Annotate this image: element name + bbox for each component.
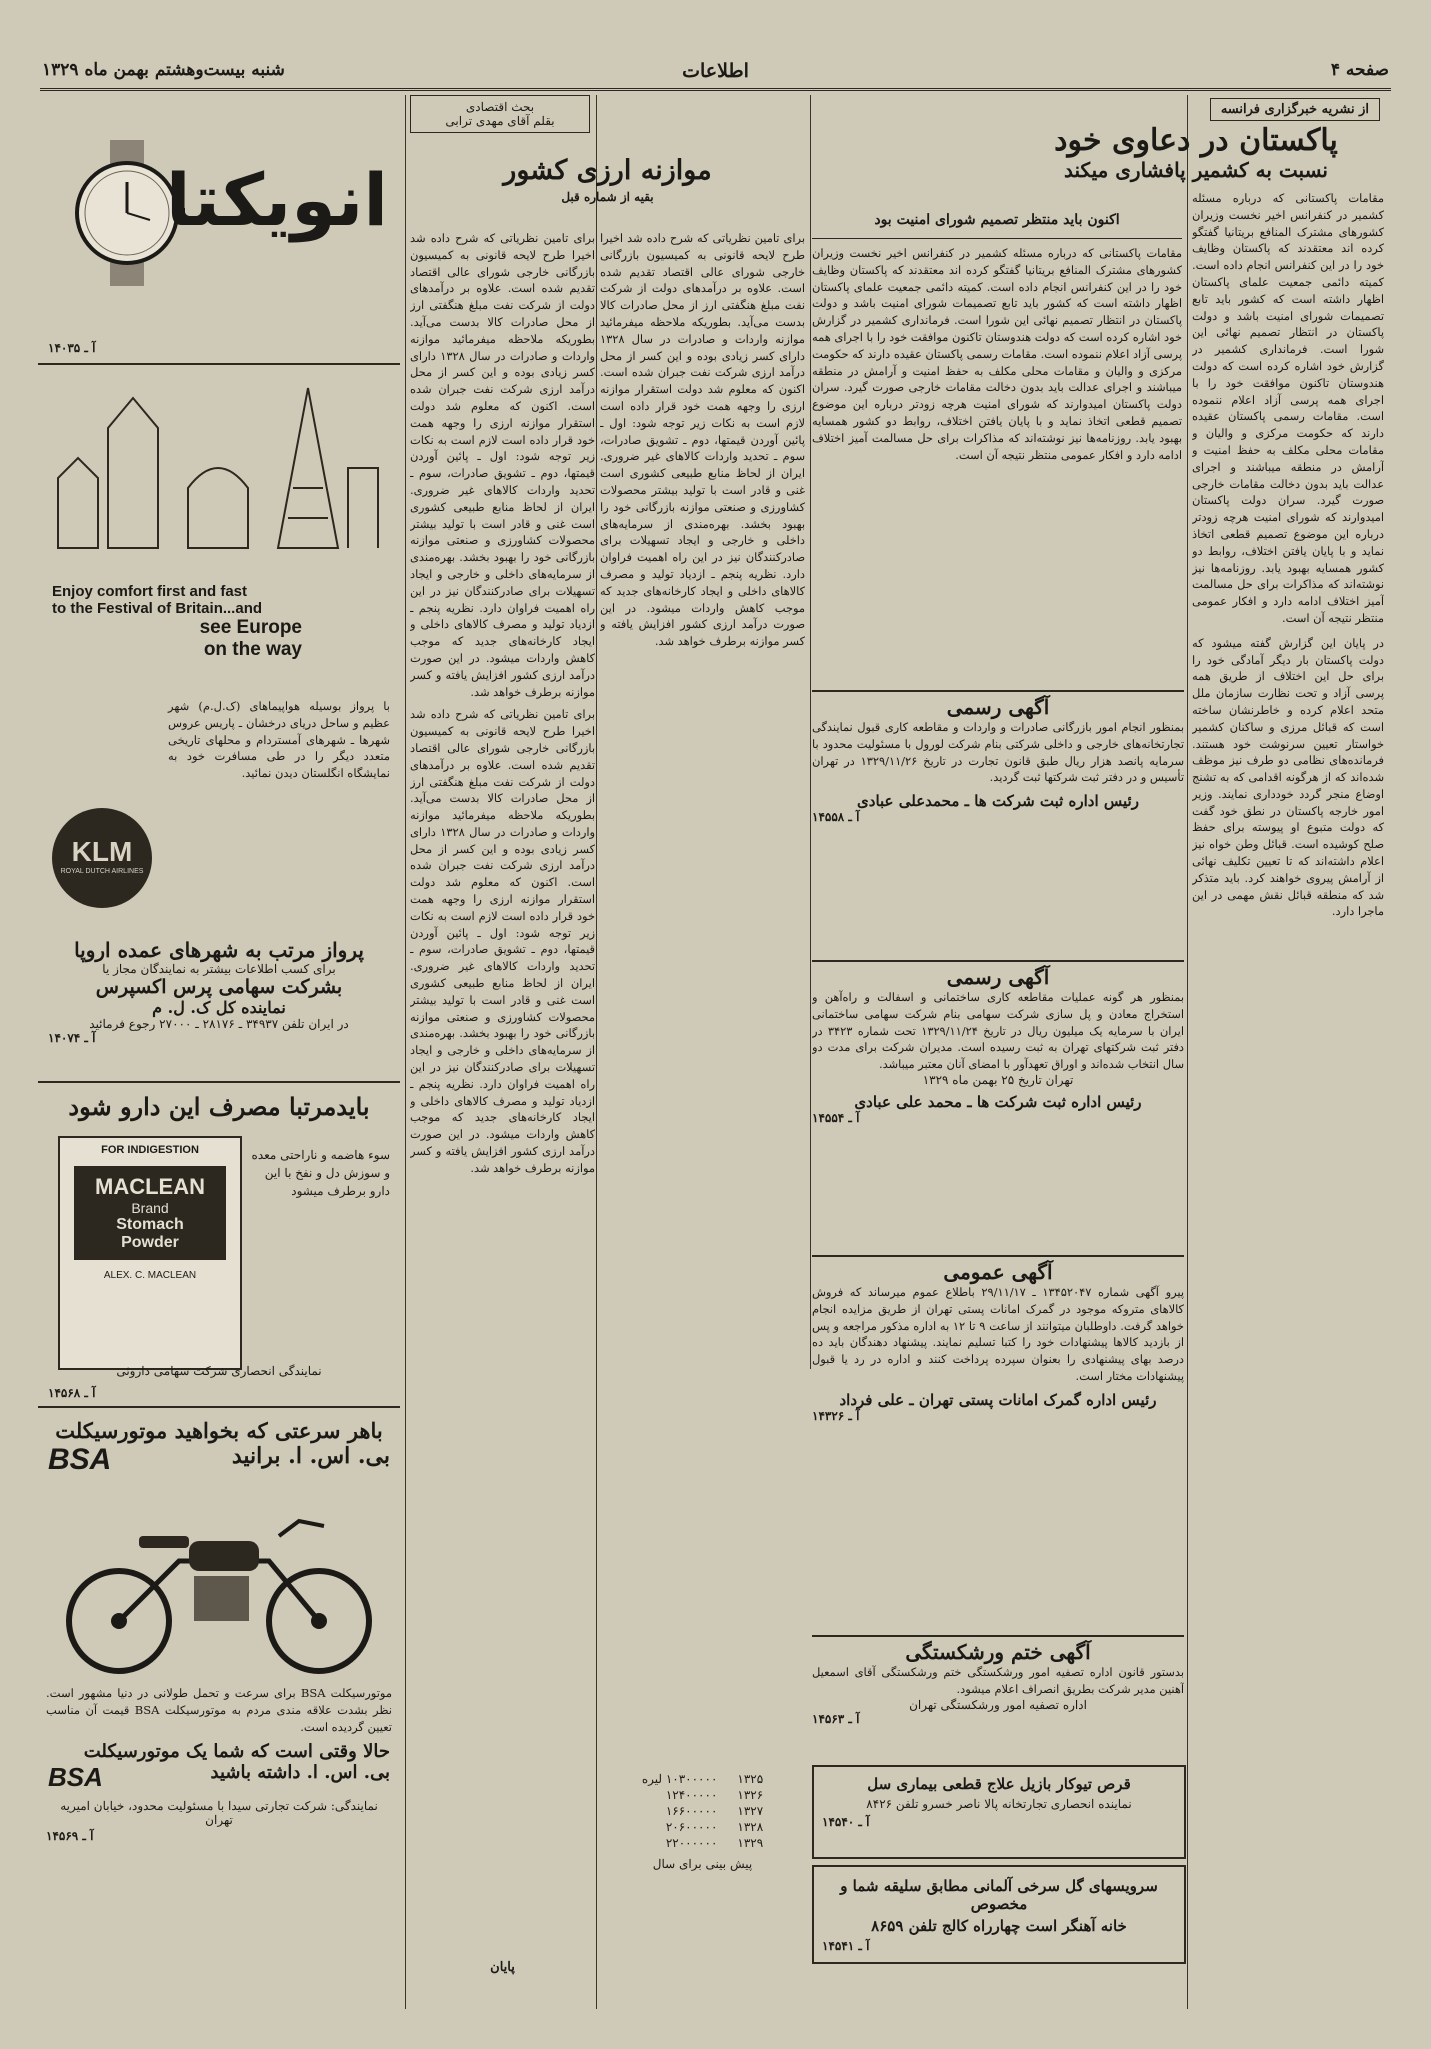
bsa-agent: نمایندگی: شرکت تجارتی سیدا با مسئولیت محدود، خیابان امیریه تهران <box>60 1799 378 1828</box>
economy-table-block <box>600 1765 805 2005</box>
pakistan-body-2: مقامات پاکستانی که درباره مسئله کشمیر در کنفرانس اخیر نخست وزیران کشورهای مشترک المنافع بریتانیا گفتگو کرده اند معتقدند که پاکستان وظایف خود را در این کنفرانس انجام داده است. کمیته دائمی جمعیت علمای پاکستان اظهار داشته است که کشور باید تابع تصمیمات شورای امنیت باشد و دولت پاکستان در انتظار تصمیم نهائی این شورا است. فرمانداری کشمیر در گزارش خود اشاره کرده است که دولت هندوستان تاکنون موافقت خود را با اجرای همه پرسی آزاد اعلام ننموده است. مقامات رسمی پاکستان عقیده دارند که حکومت مرکزی و والیان و مقامات محلی مکلف به حفظ امنیت و آرامش در منطقه میباشند و اجرای عدالت باید بدون دخالت مقامات خارجی صورت گیرد. سران دولت پاکستان امیدوارند که شورای امنیت هرچه زودتر درباره این موضوع تصمیم قطعی اتخاذ نماید و با پایان یافتن اختلاف، روابط دو کشور همسایه بهبود یابد. روزنامه‌ها نیز نوشته‌اند که مذاکرات برای حل مسالمت آمیز اختلاف ادامه دارد و افکار عمومی منتظر نتیجه آن است. <box>812 246 1182 462</box>
table-row: ۱۳۲۹ ۲۲۰۰۰۰۰۰ <box>665 1836 764 1850</box>
economy-continued: بقیه از شماره قبل <box>561 190 654 204</box>
source-tag: از نشریه خبرگزاری فرانسه <box>1210 98 1380 121</box>
economy-body-3: برای تامین نظریاتی که شرح داده شد اخیرا طرح لایحه قانونی به کمیسیون بازرگانی خارجی شورای عالی اقتصاد تقدیم شده است. علاوه بر درآمدهای دولت از شرکت نفت مبلغ هنگفتی ارز از محل صادرات کالا بدست می‌آید. بطوریکه ملاحظه میفرمائید موازنه واردات و صادرات در سال ۱۳۲۸ دارای کسر زیادی بوده و این کسر از محل درآمد ارزی شرکت نفت جبران شده است. اکنون که معلوم شد دولت استقرار موازنه ارزی را وجهه همت خود قرار داده است لازم است به نکات زیر توجه شود: اول ـ پائین آوردن قیمتها، دوم ـ تشویق صادرات، سوم ـ تحدید واردات کالاهای غیر ضروری. ایران از لحاظ منابع طبیعی کشوری است غنی و قادر است با تولید بیشتر محصولات کشاورزی و صنعتی موازنه بازرگانی خود را بهبود بخشد. بهره‌مندی از سرمایه‌های داخلی و خارجی و ایجاد تسهیلات برای صادرکنندگان نیز در این راه اهمیت فراوان دارد. نظریه پنجم ـ ازدیاد تولید و مصرف کالاهای داخلی و ایجاد کارخانه‌های جدید که موجب کاهش واردات میشود. در این صورت درآمد ارزی کشور افزایش یافته و کسر موازنه برطرف خواهد شد. <box>410 707 595 1175</box>
klm-tagline-4: on the way <box>203 639 302 660</box>
klm-info: برای کسب اطلاعات بیشتر به نمایندگان مجاز یا <box>102 962 336 976</box>
economy-body-col1 <box>600 230 805 1760</box>
klm-tagline-2: to the Festival of Britain...and <box>52 600 263 617</box>
motorcycle-illustration <box>49 1481 389 1681</box>
notice-2-code: آ ـ ۱۴۵۵۴ <box>812 1110 860 1125</box>
ad-pills <box>812 1765 1186 1859</box>
paper-name: اطلاعات <box>682 60 749 82</box>
pakistan-headline: پاکستان در دعاوی خود <box>1054 123 1338 158</box>
section-rule <box>812 690 1184 692</box>
notice-3-code: آ ـ ۱۴۳۲۶ <box>812 1408 860 1423</box>
maclean-box-line1: FOR INDIGESTION <box>101 1144 199 1156</box>
klm-agent: بشرکت سهامی پرس اکسپرس <box>95 976 343 998</box>
notice-4-body: بدستور قانون اداره تصفیه امور ورشکستگی ختم ورشکستگی آقای اسمعیل آهنین مدیر شرکت بطریق انصراف اعلام میشود. <box>812 1665 1184 1696</box>
notice-1-signature: رئیس اداره ثبت شرکت ها ـ محمدعلی عبادی <box>857 792 1139 811</box>
economy-table <box>632 1771 773 1851</box>
ad-tailor-sub: خانه آهنگر است چهارراه کالج تلفن ۸۶۵۹ <box>871 1917 1127 1935</box>
economy-body: برای تامین نظریاتی که شرح داده شد اخیرا طرح لایحه قانونی به کمیسیون بازرگانی خارجی شورای عالی اقتصاد تقدیم شده است. علاوه بر درآمدهای دولت از شرکت نفت مبلغ هنگفتی ارز از محل صادرات کالا بدست می‌آید. بطوریکه ملاحظه میفرمائید موازنه واردات و صادرات در سال ۱۳۲۸ دارای کسر زیادی بوده و این کسر از محل درآمد ارزی شرکت نفت جبران شده است. اکنون که معلوم شد دولت استقرار موازنه ارزی را وجهه همت خود قرار داده است لازم است به نکات زیر توجه شود: اول ـ پائین آوردن قیمتها، دوم ـ تشویق صادرات، سوم ـ تحدید واردات کالاهای غیر ضروری. ایران از لحاظ منابع طبیعی کشوری است غنی و قادر است با تولید بیشتر محصولات کشاورزی و صنعتی موازنه بازرگانی خود را بهبود بخشد. بهره‌مندی از سرمایه‌های داخلی و خارجی و ایجاد تسهیلات برای صادرکنندگان نیز در این راه اهمیت فراوان دارد. نظریه پنجم ـ ازدیاد تولید و مصرف کالاهای داخلی و ایجاد کارخانه‌های جدید که موجب کاهش واردات میشود. در این صورت درآمد ارزی کشور افزایش یافته و کسر موازنه برطرف خواهد شد. <box>600 231 805 649</box>
section-rule <box>812 1255 1184 1257</box>
notice-3 <box>812 1260 1184 1630</box>
watch-brand: انویکتا <box>165 158 388 242</box>
table-row: ۱۳۲۸ ۲۰۶۰۰۰۰۰ <box>665 1820 764 1834</box>
klm-tagline-3: see Europe <box>199 617 302 638</box>
ad-watch <box>38 98 400 365</box>
column-rule <box>1187 95 1188 2009</box>
economy-title-block <box>410 155 805 215</box>
economy-end: پایان <box>490 1960 515 1975</box>
klm-body: با پرواز بوسیله هواپیماهای (ک.ل.م) شهر عظیم و ساحل دریای درخشان ـ پاریس عروس شهرها ـ شهرهای آمستردام و محلهای تاریخی متعدد دیگر را در طی مسافرت خود به نمایشگاه انگلستان دیدن نمائید. <box>168 699 390 781</box>
maclean-side-text: سوء هاضمه و ناراحتی معده و سوزش دل و نفخ با این دارو برطرف میشود <box>251 1148 390 1198</box>
pakistan-kicker-wrap <box>812 212 1182 239</box>
economy-headline: موازنه ارزی کشور <box>503 155 712 186</box>
pakistan-body-col <box>1192 190 1384 1990</box>
notice-2-title: آگهی رسمی <box>946 965 1050 989</box>
ad-watch-code: آ ـ ۱۴۰۳۵ <box>48 341 96 355</box>
europe-landmarks-illustration <box>38 368 400 568</box>
notice-1-body: بمنظور انجام امور بازرگانی صادرات و واردات و مقاطعه کاری قبول نمایندگی تجارتخانه‌های خارجی و داخلی شرکتی بنام شرکت لورول با مسئولیت محدود با سرمایه پانصد هزار ریال طبق قانون تجارت در تاریخ ۱۳۲۹/۱۱/۲۶ در تهران تأسیس و در دفتر ثبت شرکتها ثبت گردید. <box>812 720 1184 785</box>
bsa-headline3: بی. اس. ا. داشته باشید <box>210 1762 390 1784</box>
klm-logo-text: KLM <box>71 836 133 867</box>
maclean-headline: بایدمرتبا مصرف این دارو شود <box>68 1092 370 1121</box>
notice-3-body: پیرو آگهی شماره ۱۳۴۵۲۰۴۷ ـ ۲۹/۱۱/۱۷ باطلاع عموم میرساند که فروش کالاهای متروکه موجود در گمرک امانات پستی تهران از طریق مزایده انجام خواهد گرفت. داوطلبان میتوانند از ساعت ۹ تا ۱۲ به اداره مذکور مراجعه و پس از بازدید کالاها پیشنهادات خود را کتبا تسلیم نمایند. پیشنهاد دهندگان باید ده درصد بهای پیشنهادی را بعنوان سپرده پرداخت کنند و اداره در رد یا قبول پیشنهادات مختار است. <box>812 1285 1184 1383</box>
section-rule <box>812 960 1184 962</box>
section-rule <box>812 1635 1184 1637</box>
pakistan-kicker: اکنون باید منتظر تصمیم شورای امنیت بود <box>874 212 1120 228</box>
notice-3-signature: رئیس اداره گمرک امانات پستی تهران ـ علی فرداد <box>839 1390 1157 1409</box>
ad-pills-code: آ ـ ۱۴۵۴۰ <box>822 1815 870 1829</box>
notice-2-signature: رئیس اداره ثبت شرکت ها ـ محمد علی عبادی <box>854 1092 1142 1111</box>
klm-tagline-1: Enjoy comfort first and fast <box>52 583 248 600</box>
bsa-body: موتورسیکلت BSA برای سرعت و تحمل طولانی در دنیا مشهور است. نظر بشدت علاقه مندی مردم به موتورسیکلت BSA قیمت آن مناسب تعیین گردیده است. <box>46 1686 393 1734</box>
masthead <box>40 58 1391 91</box>
bsa-logo-2: BSA <box>48 1762 103 1793</box>
ad-tailor-text: سرویسهای گل سرخی آلمانی مطابق سلیقه شما و مخصوص <box>840 1877 1158 1913</box>
economy-body-2: برای تامین نظریاتی که شرح داده شد اخیرا طرح لایحه قانونی به کمیسیون بازرگانی خارجی شورای عالی اقتصاد تقدیم شده است. علاوه بر درآمدهای دولت از شرکت نفت مبلغ هنگفتی ارز از محل صادرات کالا بدست می‌آید. بطوریکه ملاحظه میفرمائید موازنه واردات و صادرات در سال ۱۳۲۸ دارای کسر زیادی بوده و این کسر از محل درآمد ارزی شرکت نفت جبران شده است. اکنون که معلوم شد دولت استقرار موازنه ارزی را وجهه همت خود قرار داده است لازم است به نکات زیر توجه شود: اول ـ پائین آوردن قیمتها، دوم ـ تشویق صادرات، سوم ـ تحدید واردات کالاهای غیر ضروری. ایران از لحاظ منابع طبیعی کشوری است غنی و قادر است با تولید بیشتر محصولات کشاورزی و صنعتی موازنه بازرگانی خود را بهبود بخشد. بهره‌مندی از سرمایه‌های داخلی و خارجی و ایجاد تسهیلات برای صادرکنندگان نیز در این راه اهمیت فراوان دارد. نظریه پنجم ـ ازدیاد تولید و مصرف کالاهای داخلی و ایجاد کارخانه‌های جدید که موجب کاهش واردات میشود. در این صورت درآمد ارزی کشور افزایش یافته و کسر موازنه برطرف خواهد شد. <box>410 231 595 699</box>
maclean-code: آ ـ ۱۴۵۶۸ <box>48 1386 96 1400</box>
maclean-box-line4: Powder <box>121 1234 179 1251</box>
klm-headline: پرواز مرتب به شهرهای عمده اروپا <box>74 938 364 962</box>
ad-maclean <box>38 1086 400 1408</box>
column-rule <box>810 95 811 1369</box>
page-number: صفحه ۴ <box>1330 60 1389 80</box>
maclean-box-line2: Brand <box>131 1200 169 1216</box>
ad-klm <box>38 368 400 1083</box>
bsa-headline2: حالا وقتی است که شما یک موتورسیکلت <box>83 1741 390 1763</box>
maclean-box-sig: ALEX. C. MACLEAN <box>103 1270 197 1281</box>
ad-pills-sub: نماینده انحصاری تجارتخانه پالا ناصر خسرو تلفن ۸۴۲۶ <box>866 1797 1132 1811</box>
ad-pills-text: قرص تیوکار بازیل علاج قطعی بیماری سل <box>867 1775 1131 1793</box>
bsa-logo: BSA <box>48 1443 112 1476</box>
notice-1 <box>812 695 1184 955</box>
notice-2-date: تهران تاریخ ۲۵ بهمن ماه ۱۳۲۹ <box>922 1072 1074 1087</box>
ad-bsa <box>38 1410 400 2010</box>
table-row: ۱۳۲۶ ۱۲۴۰۰۰۰۰ <box>665 1788 764 1802</box>
economy-section: بحث اقتصادی <box>465 100 535 114</box>
klm-agent2: نماینده کل ک. ل. م <box>152 998 286 1017</box>
notice-4-title: آگهی ختم ورشکستگی <box>905 1640 1091 1664</box>
table-label: پیش بینی برای سال <box>652 1857 753 1871</box>
economy-byline: بقلم آقای مهدی ترابی <box>445 114 555 128</box>
notice-4-signature: اداره تصفیه امور ورشکستگی تهران <box>909 1697 1087 1712</box>
klm-logo-sub: ROYAL DUTCH AIRLINES <box>60 868 144 875</box>
klm-code: آ ـ ۱۴۰۷۴ <box>48 1031 96 1045</box>
bsa-headline: باهر سرعتی که بخواهید موتورسیکلت <box>55 1418 383 1443</box>
column-rule <box>596 95 597 2009</box>
economy-header-box <box>410 95 590 150</box>
notice-3-title: آگهی عمومی <box>943 1260 1053 1284</box>
bsa-brand-line: بی. اس. ا. برانید <box>231 1443 390 1469</box>
pakistan-body: مقامات پاکستانی که درباره مسئله کشمیر در کنفرانس اخیر نخست وزیران کشورهای مشترک المنافع بریتانیا گفتگو کرده اند معتقدند که پاکستان وظایف خود را در این کنفرانس انجام داده است. کمیته دائمی جمعیت علمای پاکستان اظهار داشته است که کشور باید تابع تصمیمات شورای امنیت باشد و دولت پاکستان در انتظار تصمیم نهائی این شورا است. فرمانداری کشمیر در گزارش خود اشاره کرده است که دولت هندوستان تاکنون موافقت خود را با اجرای همه پرسی آزاد اعلام ننموده است. مقامات رسمی پاکستان عقیده دارند که حکومت مرکزی و والیان و مقامات محلی مکلف به حفظ امنیت و آرامش در منطقه میباشند و اجرای عدالت باید بدون دخالت مقامات خارجی صورت گیرد. سران دولت پاکستان امیدوارند که شورای امنیت هرچه زودتر درباره این موضوع تصمیم قطعی اتخاذ نماید و با پایان یافتن اختلاف، روابط دو کشور همسایه بهبود یابد. روزنامه‌ها نیز نوشته‌اند که مذاکرات برای حل مسالمت آمیز اختلاف ادامه دارد و افکار عمومی منتظر نتیجه آن است. <box>1192 191 1384 625</box>
notice-1-code: آ ـ ۱۴۵۵۸ <box>812 810 860 825</box>
maclean-box-line3: Stomach <box>116 1216 184 1233</box>
bsa-code: آ ـ ۱۴۵۶۹ <box>46 1829 94 1844</box>
issue-date: شنبه بیست‌وهشتم بهمن ماه ۱۳۲۹ <box>42 60 285 80</box>
notice-4-code: آ ـ ۱۴۵۶۳ <box>812 1711 860 1726</box>
notice-4 <box>812 1640 1184 1760</box>
economy-end-wrap <box>410 1960 595 1990</box>
maclean-product-box <box>58 1136 242 1370</box>
maclean-box-brand: MACLEAN <box>95 1174 205 1199</box>
ad-tailor <box>812 1865 1186 1964</box>
pakistan-body-cont: در پایان این گزارش گفته میشود که دولت پاکستان بار دیگر آمادگی خود را برای حل این اختلاف از طریق همه پرسی آزاد و تحت نظارت سازمان ملل متحد اعلام کرده و خاطرنشان ساخته است که قبائل مرزی و ساکنان کشمیر خواستار تعیین سرنوشت خود هستند. فرمانده‌های نظامی دو طرف نیز موظف شده‌اند که از هرگونه اقدامی که به تشنج اوضاع منجر گردد خودداری نمایند. وزیر امور خارجه پاکستان در نطق خود گفت که دولت متبوع او پیوسته برای حفظ صلح کوشیده است. قبائل وطن خواه نیز اعلام داشته‌اند که تا تعیین تکلیف نهائی از آرامش پیروی خواهند کرد. باید متذکر شد که منطقه قبائل نقش مهمی در این ماجرا دارد. <box>1192 635 1384 919</box>
notice-1-title: آگهی رسمی <box>946 695 1050 719</box>
maclean-footer: نمایندگی انحصاری شرکت سهامی داروئی <box>116 1364 322 1378</box>
table-row: ۱۳۲۵ ۱۰۳۰۰۰۰۰ لیره <box>641 1772 764 1786</box>
klm-logo <box>52 808 152 908</box>
economy-body-col2 <box>410 230 595 1740</box>
notice-2 <box>812 965 1184 1250</box>
notice-2-body: بمنظور هر گونه عملیات مقاطعه کاری ساختمانی و اسفالت و راه‌آهن و استخراج معادن و پل سازی شرکت سهامی بنام شرکت سهامی ساختمانی ایران با سرمایه یک میلیون ریال در تاریخ ۱۳۲۹/۱۱/۲۴ تحت شماره ۳۴۲۳ در دفتر ثبت شرکتهای تهران به ثبت رسیده است. مدیران شرکت برای مدت دو سال انتخاب شده‌اند و اوراق تعهدآور با امضای آنان معتبر میباشد. <box>812 990 1184 1072</box>
table-row: ۱۳۲۷ ۱۶۶۰۰۰۰۰ <box>665 1804 764 1818</box>
klm-phone: در ایران تلفن ۳۴۹۳۷ ـ ۲۸۱۷۶ ـ ۲۷۰۰۰ رجوع فرمائید <box>89 1017 349 1031</box>
pakistan-headline-block <box>812 98 1380 193</box>
pakistan-subheadline: نسبت به کشمیر پافشاری میکند <box>1063 158 1328 182</box>
pakistan-body-col2 <box>812 245 1182 685</box>
column-rule <box>405 95 406 2009</box>
ad-tailor-code: آ ـ ۱۴۵۴۱ <box>822 1939 870 1953</box>
